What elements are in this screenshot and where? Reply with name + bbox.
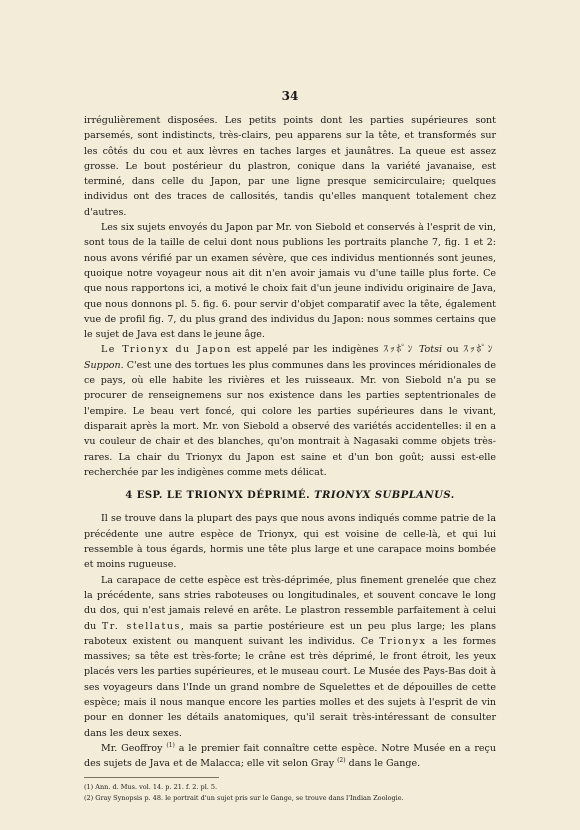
footnote-divider xyxy=(84,777,219,778)
japanese-glyph-2: ｽｯﾎﾟﾝ xyxy=(463,344,495,356)
heading-number: 4 ESP. xyxy=(125,490,163,502)
local-name-2: Suppon. xyxy=(84,359,124,371)
local-name-1: Totsi xyxy=(418,344,443,356)
paragraph-5: La carapace de cette espèce est très-déprimée, plus finement grenelée que chez la précédente, sans stries raboteuses ou longitudinales, et souvent concave le long du dos, qui n'est jamais relevé en arête. Le plastron ressemble parfaitement à celui du Tr. stellatus, mais sa partie postérieure est un peu plus large; les plans raboteux existent ou manquent suivant les individus. Ce Trionyx a les formes massives; sa tête est très-forte; le crâne est très déprimé, le front étroit, les yeux placés vers les parties supérieures, et le museau court. Le Musée des Pays-Bas doit à ses voyageurs dans l'Inde un grand nombre de Squelettes et de dépouilles de cette espèce; mais il nous manque encore les parties molles et des sujets à l'esprit de vin pour en donner les détails anatomiques, qu'il serait très-intéressant de consulter dans les deux sexes. xyxy=(84,574,497,739)
footnote-1: (1) Ann. d. Mus. vol. 14. p. 21. f. 2. pl. 5. xyxy=(84,783,218,792)
japanese-glyph-1: ｽｯﾎﾟﾝ xyxy=(383,344,415,356)
heading-latin: TRIONYX SUBPLANUS. xyxy=(314,490,455,502)
section-heading xyxy=(84,488,496,503)
paragraph-1: irrégulièrement disposées. Les petits points dont les parties supérieures sont parsemés, sont indistincts, très-clairs, peu apparens sur la tête, et transformés sur les côtés du cou et aux lèvres en taches larges et jaunâtres. La queue est assez grosse. Le bout postérieur du plastron, conique dans la variété javanaise, est terminé, dans celle du Japon, par une ligne presque semicirculaire; quelques individus ont des traces de callosités, tandis qu'elles manquent totalement chez d'autres. xyxy=(84,115,496,218)
paragraph-3: Le Trionyx du Japon est appelé par les indigènes ｽｯﾎﾟﾝ Totsi ou ｽｯﾎﾟﾝ Suppon. C'est une des tortues les plus communes dans les provinces méridionales de ce pays, où elle habite les rivières et les ruisseaux. Mr. von Siebold n'a pu se procurer de renseignemens sur nos existence dans les parties septentrionales de l'empire. Le beau vert foncé, qui colore les parties supérieures dans le vivant, disparait après la mort. Mr. von Siebold a observé des variétés accidentelles: il en a vu couleur de chair et des blanches, qu'on montrait à Nagasaki comme objets très-rares. La chair du Trionyx du Japon est saine et d'un bon goût; aussi est-elle recherchée par les indigènes comme mets délicat. xyxy=(84,344,496,478)
species-name: Le Trionyx du Japon xyxy=(101,344,232,356)
footnote-2: (2) Gray Synopsis p. 48. le portrait d'un sujet pris sur le Gange, se trouve dans l'Indian Zoologie. xyxy=(84,794,404,803)
paragraph-4: Il se trouve dans la plupart des pays que nous avons indiqués comme patrie de la précédente une autre espèce de Trionyx, qui est voisine de celle-là, et qui lui ressemble à tous égards, hormis une tête plus large et une carapace moins bombée et moins rugueuse. xyxy=(84,513,496,571)
page-number: 34 xyxy=(281,89,299,103)
footnote-ref-2: (2) xyxy=(337,757,346,765)
text-body xyxy=(84,113,496,804)
paragraph-6: Mr. Geoffroy $^{(1)}$ a le premier fait connaître cette espèce. Notre Musée en a reçu des sujets de Java et de Malacca; elle vit selon Gray $^{(2)}$ dans le Gange. xyxy=(84,741,496,770)
paragraph-2: Les six sujets envoyés du Japon par Mr. von Siebold et conservés à l'esprit de vin, sont tous de la taille de celui dont nous publions les portraits planche 7, fig. 1 et 2: nous avons vérifié par un examen sévère, que ces individus mentionnés sont jeunes, quoique notre voyageur nous ait dit n'en avoir jamais vu d'une taille plus forte. Ce que nous rapportons ici, a motivé le choix fait d'un jeune individu originaire de Java, que nous donnons pl. 5. fig. 6. pour servir d'objet comparatif avec la tête, également vue de profil fig. 7, du plus grand des individus du Japon: nous sommes certains que le sujet de Java est dans le jeune âge. xyxy=(84,222,496,341)
heading-title: LE TRIONYX DÉPRIMÉ. xyxy=(166,490,311,502)
footnote-ref-1: (1) xyxy=(166,741,175,749)
